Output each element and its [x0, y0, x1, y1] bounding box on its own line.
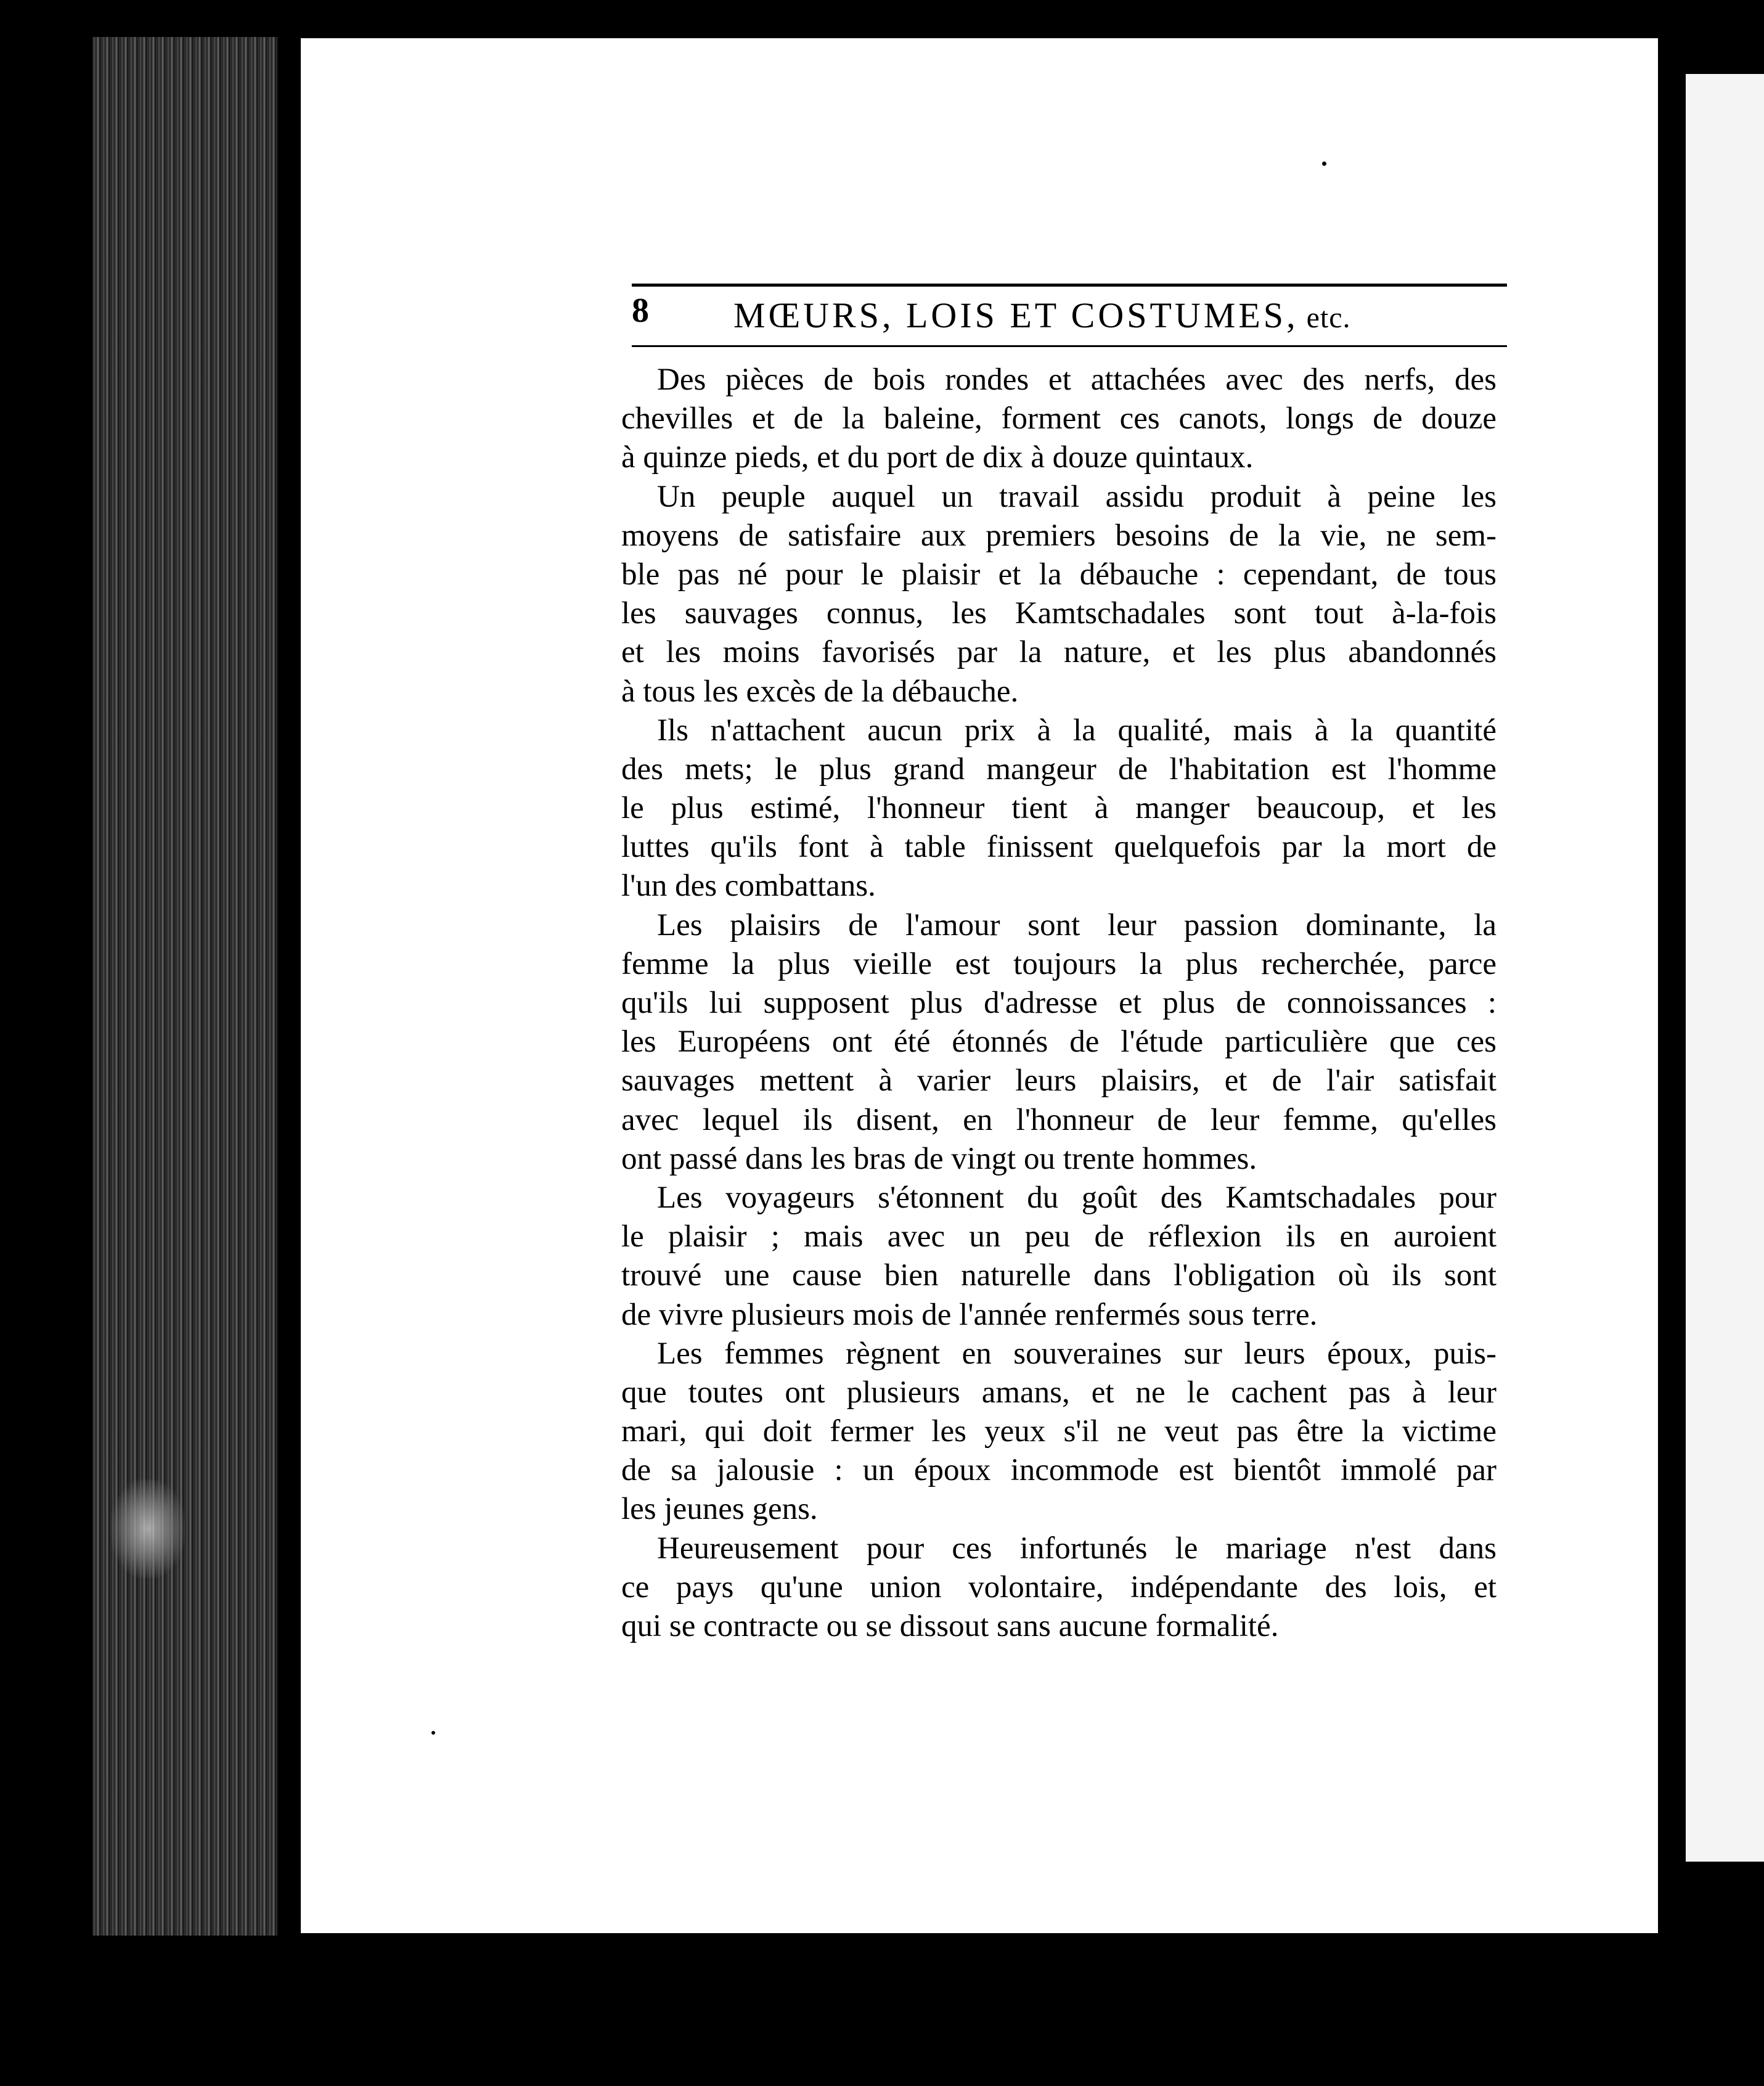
paragraph — [621, 361, 1497, 478]
paragraph — [621, 711, 1497, 906]
paragraph — [621, 1179, 1497, 1335]
text-line: les Européens ont été étonnés de l'étude particulière que ces — [621, 1025, 1497, 1060]
header-rule-top — [632, 284, 1507, 287]
text-line: qui se contracte ou se dissout sans aucune formalité. — [621, 1609, 1279, 1643]
text-line: que toutes ont plusieurs amans, et ne le cachent pas à leur — [621, 1375, 1497, 1410]
text-line: et les moins favorisés par la nature, et les plus abandonnés — [621, 635, 1497, 670]
text-line: de vivre plusieurs mois de l'année renfermés sous terre. — [621, 1297, 1318, 1332]
paragraph — [621, 906, 1497, 1179]
book-page-edges — [92, 37, 277, 1936]
body-text — [621, 361, 1497, 1646]
text-line: Les voyageurs s'étonnent du goût des Kamtschadales pour — [657, 1180, 1497, 1215]
text-line: Heureusement pour ces infortunés le mariage n'est dans — [657, 1531, 1497, 1566]
paper-speck — [431, 1731, 435, 1735]
page-number: 8 — [632, 292, 649, 330]
text-line: de sa jalousie : un époux incommode est bientôt immolé par — [621, 1453, 1497, 1488]
text-line: ble pas né pour le plaisir et la débauche : cependant, de tous — [621, 557, 1497, 592]
text-line: sauvages mettent à varier leurs plaisirs, et de l'air satisfait — [621, 1063, 1497, 1098]
facing-page-sliver — [1686, 74, 1764, 1862]
running-head — [733, 291, 1351, 343]
text-line: ont passé dans les bras de vingt ou trente hommes. — [621, 1141, 1257, 1176]
text-line: moyens de satisfaire aux premiers besoins de la vie, ne sem- — [621, 518, 1497, 553]
text-line: femme la plus vieille est toujours la plus recherchée, parce — [621, 946, 1497, 981]
text-line: qu'ils lui supposent plus d'adresse et plus de connoissances : — [621, 986, 1497, 1020]
text-line: Les femmes règnent en souveraines sur leurs époux, puis- — [657, 1336, 1497, 1371]
text-line: Ils n'attachent aucun prix à la qualité, mais à la quantité — [657, 713, 1497, 748]
text-line: avec lequel ils disent, en l'honneur de leur femme, qu'elles — [621, 1102, 1497, 1137]
text-line: Les plaisirs de l'amour sont leur passion dominante, la — [657, 907, 1497, 943]
paragraph — [621, 1335, 1497, 1529]
paper-speck — [1322, 162, 1326, 166]
text-line: les sauvages connus, les Kamtschadales sont tout à-la-fois — [621, 596, 1497, 631]
text-line: mari, qui doit fermer les yeux s'il ne veut pas être la victime — [621, 1414, 1497, 1449]
running-head-etc: etc. — [1298, 301, 1351, 334]
page-header — [632, 279, 1507, 353]
paragraph — [621, 478, 1497, 711]
text-line: Un peuple auquel un travail assidu produit à peine les — [657, 479, 1497, 514]
text-line: Des pièces de bois rondes et attachées avec des nerfs, des — [657, 362, 1497, 397]
text-line: le plaisir ; mais avec un peu de réflexion ils en auroient — [621, 1219, 1497, 1254]
paragraph — [621, 1529, 1497, 1646]
text-line: l'un des combattans. — [621, 869, 876, 904]
running-head-title: MŒURS, LOIS ET COSTUMES, — [733, 295, 1299, 335]
text-line: les jeunes gens. — [621, 1492, 818, 1527]
text-line: à quinze pieds, et du port de dix à douze quintaux. — [621, 440, 1254, 475]
page-edge-stain — [111, 1479, 185, 1578]
text-line: le plus estimé, l'honneur tient à manger beaucoup, et les — [621, 791, 1497, 826]
header-rule-bottom — [632, 345, 1507, 347]
text-line: trouvé une cause bien naturelle dans l'obligation où ils sont — [621, 1258, 1497, 1293]
text-line: des mets; le plus grand mangeur de l'habitation est l'homme — [621, 751, 1497, 787]
text-line: luttes qu'ils font à table finissent quelquefois par la mort de — [621, 830, 1497, 865]
text-line: à tous les excès de la débauche. — [621, 674, 1019, 709]
text-line: chevilles et de la baleine, forment ces canots, longs de douze — [621, 401, 1497, 436]
text-line: ce pays qu'une union volontaire, indépendante des lois, et — [621, 1569, 1497, 1605]
